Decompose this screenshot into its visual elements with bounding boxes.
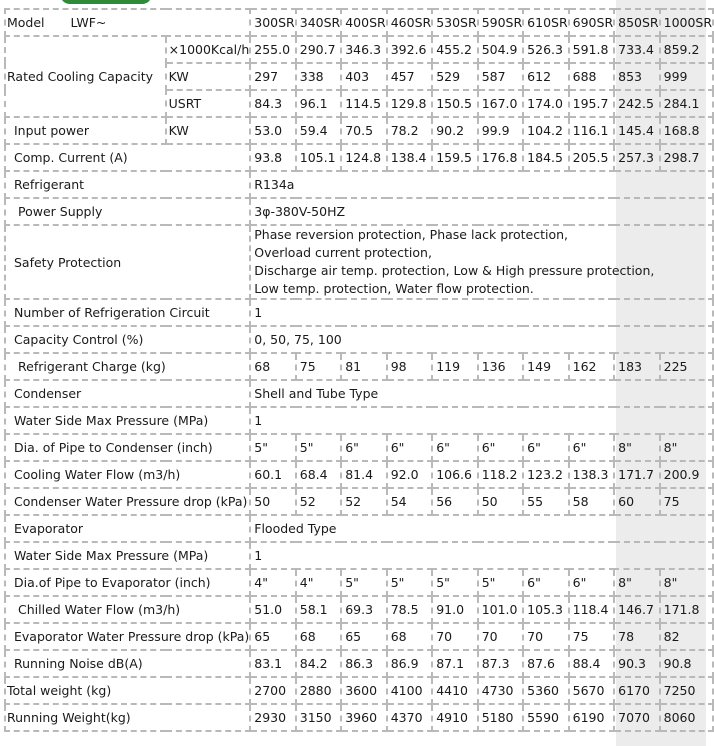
chilled-water-flow-value: 118.4: [569, 596, 614, 623]
num-circuit-value: 1: [250, 299, 713, 326]
model-name-cell: 850SR: [614, 9, 659, 36]
cooling-water-flow-value: 60.1: [250, 461, 295, 488]
comp-current-value: 176.8: [478, 144, 523, 171]
chilled-water-flow-value: 105.3: [523, 596, 568, 623]
evap-pressure-drop-value: 70: [478, 623, 523, 650]
rated-cooling-value: 859.2: [660, 36, 713, 63]
evap-pipe-value: 5": [387, 569, 432, 596]
rated-cooling-value: 284.1: [660, 90, 713, 117]
evap-pipe-row: [5, 569, 713, 596]
cond-pressure-drop-row: [5, 488, 713, 515]
rated-cooling-value: 174.0: [523, 90, 568, 117]
chilled-water-flow-value: 58.1: [296, 596, 341, 623]
rated-cooling-value: 688: [569, 63, 614, 90]
evap-pressure-drop-label: Evaporator Water Pressure drop (kPa): [5, 623, 250, 650]
model-name-cell: 300SR: [250, 9, 295, 36]
condenser-value: Shell and Tube Type: [250, 380, 713, 407]
evap-pipe-value: 6": [569, 569, 614, 596]
cond-pipe-value: 6": [478, 434, 523, 461]
total-weight-value: 7250: [660, 677, 713, 704]
running-noise-row: [5, 650, 713, 677]
evaporator-row: [5, 515, 713, 542]
unit-cell: KW: [166, 63, 251, 90]
cond-pressure-drop-value: 52: [341, 488, 386, 515]
cooling-water-flow-value: 106.6: [432, 461, 477, 488]
refrigerant-charge-value: 68: [250, 353, 295, 380]
safety-protection-label: Safety Protection: [5, 225, 250, 299]
refrigerant-charge-value: 225: [660, 353, 713, 380]
safety-protection-row: [5, 225, 713, 299]
cond-pressure-drop-value: 60: [614, 488, 659, 515]
cond-pipe-value: 6": [569, 434, 614, 461]
total-weight-row: [5, 677, 713, 704]
running-weight-value: 8060: [660, 704, 713, 731]
power-supply-row: [5, 198, 713, 225]
rated-cooling-value: 733.4: [614, 36, 659, 63]
total-weight-value: 5360: [523, 677, 568, 704]
cond-pipe-value: 6": [432, 434, 477, 461]
model-header-cell: [5, 9, 250, 36]
refrigerant-charge-value: 149: [523, 353, 568, 380]
comp-current-label: Comp. Current (A): [5, 144, 250, 171]
comp-current-value: 184.5: [523, 144, 568, 171]
total-weight-value: 4730: [478, 677, 523, 704]
cooling-water-flow-row: [5, 461, 713, 488]
cond-pipe-value: 5": [250, 434, 295, 461]
input-power-value: 168.8: [660, 117, 713, 144]
evap-max-pressure-value: 1: [250, 542, 713, 569]
rated-cooling-value: 392.6: [387, 36, 432, 63]
refrigerant-charge-value: 183: [614, 353, 659, 380]
model-prefix: LWF~: [70, 15, 107, 30]
chilled-water-flow-value: 146.7: [614, 596, 659, 623]
running-weight-label: Running Weight(kg): [5, 704, 250, 731]
comp-current-value: 105.1: [296, 144, 341, 171]
running-noise-value: 84.2: [296, 650, 341, 677]
running-noise-value: 87.1: [432, 650, 477, 677]
running-weight-value: 5180: [478, 704, 523, 731]
running-weight-value: 7070: [614, 704, 659, 731]
input-power-value: 145.4: [614, 117, 659, 144]
cooling-water-flow-value: 68.4: [296, 461, 341, 488]
model-name-cell: 400SR: [341, 9, 386, 36]
input-power-value: 116.1: [569, 117, 614, 144]
cooling-water-flow-value: 200.9: [660, 461, 713, 488]
rated-cooling-value: 529: [432, 63, 477, 90]
refrigerant-row: [5, 171, 713, 198]
refrigerant-charge-value: 81: [341, 353, 386, 380]
comp-current-value: 159.5: [432, 144, 477, 171]
safety-protection-value: [250, 225, 713, 299]
chilled-water-flow-value: 51.0: [250, 596, 295, 623]
unit-cell: USRT: [166, 90, 251, 117]
running-weight-row: [5, 704, 713, 731]
refrigerant-label: Refrigerant: [5, 171, 250, 198]
running-noise-value: 90.3: [614, 650, 659, 677]
cond-pipe-value: 6": [523, 434, 568, 461]
chilled-water-flow-value: 101.0: [478, 596, 523, 623]
cond-max-pressure-value: 1: [250, 407, 713, 434]
capacity-control-row: [5, 326, 713, 353]
safety-protection-line: Overload current protection,: [254, 245, 432, 260]
cooling-water-flow-value: 81.4: [341, 461, 386, 488]
chilled-water-flow-value: 171.8: [660, 596, 713, 623]
cond-pipe-value: 6": [341, 434, 386, 461]
chilled-water-flow-value: 78.5: [387, 596, 432, 623]
cond-pipe-value: 8": [614, 434, 659, 461]
comp-current-value: 138.4: [387, 144, 432, 171]
rated-cooling-value: 242.5: [614, 90, 659, 117]
total-weight-value: 6170: [614, 677, 659, 704]
running-noise-value: 87.3: [478, 650, 523, 677]
rated-cooling-value: 167.0: [478, 90, 523, 117]
cooling-water-flow-value: 92.0: [387, 461, 432, 488]
capacity-control-value: 0, 50, 75, 100: [250, 326, 713, 353]
evap-pressure-drop-value: 78: [614, 623, 659, 650]
evap-max-pressure-row: [5, 542, 713, 569]
rated-cooling-value: 457: [387, 63, 432, 90]
running-noise-value: 86.9: [387, 650, 432, 677]
rated-cooling-value: 403: [341, 63, 386, 90]
power-supply-label: Power Supply: [5, 198, 250, 225]
chilled-water-flow-value: 69.3: [341, 596, 386, 623]
model-name-cell: 530SR: [432, 9, 477, 36]
refrigerant-charge-value: 136: [478, 353, 523, 380]
rated-cooling-value: 346.3: [341, 36, 386, 63]
total-weight-value: 2880: [296, 677, 341, 704]
safety-protection-line: Low temp. protection, Water flow protection.: [254, 281, 534, 296]
cond-max-pressure-label: Water Side Max Pressure (MPa): [5, 407, 250, 434]
chiller-spec-table: [4, 8, 714, 732]
model-name-cell: 690SR: [569, 9, 614, 36]
total-weight-value: 5670: [569, 677, 614, 704]
rated-cooling-value: 150.5: [432, 90, 477, 117]
cond-pressure-drop-value: 75: [660, 488, 713, 515]
refrigerant-value: R134a: [250, 171, 713, 198]
running-weight-value: 6190: [569, 704, 614, 731]
rated-cooling-value: 129.8: [387, 90, 432, 117]
comp-current-row: [5, 144, 713, 171]
chilled-water-flow-label: Chilled Water Flow (m3/h): [5, 596, 250, 623]
input-power-value: 70.5: [341, 117, 386, 144]
comp-current-value: 298.7: [660, 144, 713, 171]
model-name-cell: 340SR: [296, 9, 341, 36]
evap-pipe-label: Dia.of Pipe to Evaporator (inch): [5, 569, 250, 596]
cond-pressure-drop-value: 50: [478, 488, 523, 515]
rated-cooling-value: 999: [660, 63, 713, 90]
rated-cooling-value: 504.9: [478, 36, 523, 63]
comp-current-value: 93.8: [250, 144, 295, 171]
running-noise-label: Running Noise dB(A): [5, 650, 250, 677]
rated-cooling-value: 612: [523, 63, 568, 90]
chilled-water-flow-value: 91.0: [432, 596, 477, 623]
running-weight-value: 2930: [250, 704, 295, 731]
running-weight-value: 3150: [296, 704, 341, 731]
refrigerant-charge-row: [5, 353, 713, 380]
chilled-water-flow-row: [5, 596, 713, 623]
cond-pipe-label: Dia. of Pipe to Condenser (inch): [5, 434, 250, 461]
evap-pipe-value: 5": [478, 569, 523, 596]
cooling-water-flow-value: 171.7: [614, 461, 659, 488]
cond-pressure-drop-value: 50: [250, 488, 295, 515]
running-weight-value: 3960: [341, 704, 386, 731]
model-name-cell: 610SR: [523, 9, 568, 36]
rated-cooling-value: 290.7: [296, 36, 341, 63]
unit-cell: ×1000Kcal/h: [166, 36, 251, 63]
comp-current-value: 124.8: [341, 144, 386, 171]
cond-pipe-value: 5": [296, 434, 341, 461]
rated-cooling-value: 195.7: [569, 90, 614, 117]
evap-pipe-value: 5": [432, 569, 477, 596]
cond-pressure-drop-value: 52: [296, 488, 341, 515]
refrigerant-charge-value: 162: [569, 353, 614, 380]
running-noise-value: 87.6: [523, 650, 568, 677]
cond-pressure-drop-value: 58: [569, 488, 614, 515]
evaporator-label: Evaporator: [5, 515, 250, 542]
cooling-water-flow-label: Cooling Water Flow (m3/h): [5, 461, 250, 488]
refrigerant-charge-label: Refrigerant Charge (kg): [5, 353, 250, 380]
header-row: [5, 9, 713, 36]
total-weight-value: 3600: [341, 677, 386, 704]
input-power-value: 59.4: [296, 117, 341, 144]
cond-pipe-row: [5, 434, 713, 461]
comp-current-value: 257.3: [614, 144, 659, 171]
rated-cooling-value: 853: [614, 63, 659, 90]
cond-pressure-drop-value: 54: [387, 488, 432, 515]
evap-pressure-drop-row: [5, 623, 713, 650]
cond-pressure-drop-label: Condenser Water Pressure drop (kPa): [5, 488, 250, 515]
rated-cooling-value: 114.5: [341, 90, 386, 117]
running-noise-value: 83.1: [250, 650, 295, 677]
power-supply-value: 3φ-380V-50HZ: [250, 198, 713, 225]
running-weight-value: 4910: [432, 704, 477, 731]
input-power-value: 53.0: [250, 117, 295, 144]
comp-current-value: 205.5: [569, 144, 614, 171]
cooling-water-flow-value: 118.2: [478, 461, 523, 488]
rated-cooling-value: 84.3: [250, 90, 295, 117]
rated-cooling-label: Rated Cooling Capacity: [5, 36, 166, 117]
num-circuit-label: Number of Refrigeration Circuit: [5, 299, 250, 326]
rated-cooling-value: 255.0: [250, 36, 295, 63]
rated-cooling-value: 338: [296, 63, 341, 90]
cond-pressure-drop-value: 55: [523, 488, 568, 515]
rated-cooling-value: 587: [478, 63, 523, 90]
input-power-label: Input power: [5, 117, 166, 144]
evap-pipe-value: 5": [341, 569, 386, 596]
total-weight-value: 4100: [387, 677, 432, 704]
num-circuit-row: [5, 299, 713, 326]
cond-pipe-value: 6": [387, 434, 432, 461]
rated-cooling-value: 96.1: [296, 90, 341, 117]
evap-pressure-drop-value: 65: [341, 623, 386, 650]
cond-max-pressure-row: [5, 407, 713, 434]
rated-cooling-value: 526.3: [523, 36, 568, 63]
rated-cooling-value: 297: [250, 63, 295, 90]
rated-cooling-value: 591.8: [569, 36, 614, 63]
model-name-cell: 460SR: [387, 9, 432, 36]
evap-pressure-drop-value: 65: [250, 623, 295, 650]
evap-pressure-drop-value: 68: [387, 623, 432, 650]
total-weight-value: 2700: [250, 677, 295, 704]
running-weight-value: 4370: [387, 704, 432, 731]
cond-pipe-value: 8": [660, 434, 713, 461]
input-power-row: [5, 117, 713, 144]
running-noise-value: 90.8: [660, 650, 713, 677]
evap-pressure-drop-value: 82: [660, 623, 713, 650]
condenser-label: Condenser: [5, 380, 250, 407]
rated-cooling-value: 455.2: [432, 36, 477, 63]
model-name-cell: 590SR: [478, 9, 523, 36]
input-power-value: 99.9: [478, 117, 523, 144]
evap-max-pressure-label: Water Side Max Pressure (MPa): [5, 542, 250, 569]
running-noise-value: 86.3: [341, 650, 386, 677]
rated-cooling-row: [5, 36, 713, 63]
refrigerant-charge-value: 98: [387, 353, 432, 380]
input-power-value: 78.2: [387, 117, 432, 144]
refrigerant-charge-value: 119: [432, 353, 477, 380]
capacity-control-label: Capacity Control (%): [5, 326, 250, 353]
running-weight-value: 5590: [523, 704, 568, 731]
model-name-cell: 1000SR: [660, 9, 713, 36]
unit-cell: KW: [166, 117, 251, 144]
safety-protection-line: Discharge air temp. protection, Low & High pressure protection,: [254, 263, 655, 278]
total-weight-value: 4410: [432, 677, 477, 704]
evap-pipe-value: 8": [660, 569, 713, 596]
evap-pressure-drop-value: 68: [296, 623, 341, 650]
model-label: Model: [7, 15, 45, 30]
input-power-value: 90.2: [432, 117, 477, 144]
cooling-water-flow-value: 123.2: [523, 461, 568, 488]
condenser-row: [5, 380, 713, 407]
evap-pipe-value: 6": [523, 569, 568, 596]
header-tab-decoration: [60, 0, 152, 4]
refrigerant-charge-value: 75: [296, 353, 341, 380]
input-power-value: 104.2: [523, 117, 568, 144]
cooling-water-flow-value: 138.3: [569, 461, 614, 488]
evap-pressure-drop-value: 75: [569, 623, 614, 650]
evap-pipe-value: 4": [250, 569, 295, 596]
evaporator-value: Flooded Type: [250, 515, 713, 542]
evap-pressure-drop-value: 70: [523, 623, 568, 650]
evap-pipe-value: 8": [614, 569, 659, 596]
cond-pressure-drop-value: 56: [432, 488, 477, 515]
safety-protection-line: Phase reversion protection, Phase lack protection,: [254, 227, 569, 242]
evap-pipe-value: 4": [296, 569, 341, 596]
running-noise-value: 88.4: [569, 650, 614, 677]
total-weight-label: Total weight (kg): [5, 677, 250, 704]
evap-pressure-drop-value: 70: [432, 623, 477, 650]
